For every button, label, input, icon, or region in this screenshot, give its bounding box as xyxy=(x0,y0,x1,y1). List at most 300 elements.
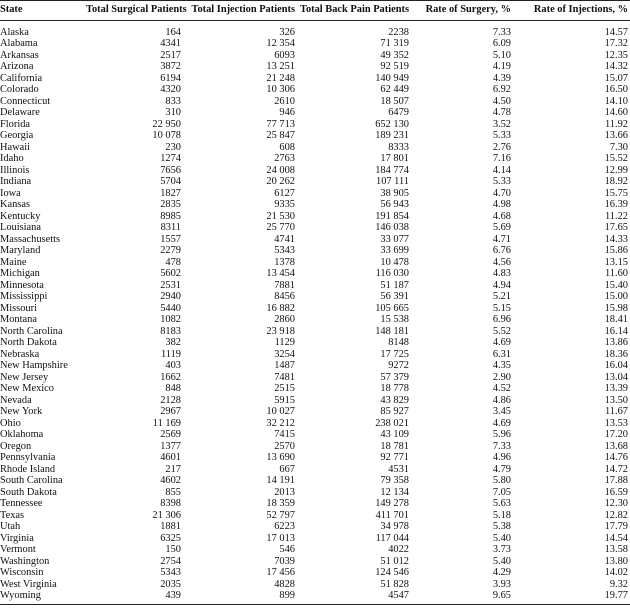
cell-state: Washington xyxy=(0,555,50,567)
cell-rate-injections: 12.82 xyxy=(604,509,628,521)
table-row xyxy=(0,119,630,131)
table-row xyxy=(0,429,630,441)
cell-state: Arkansas xyxy=(0,49,39,61)
cell-rate-injections: 11.92 xyxy=(605,118,628,130)
cell-rate-injections: 14.76 xyxy=(604,452,628,463)
table-row xyxy=(0,222,630,234)
cell-rate-injections: 19.77 xyxy=(513,590,630,604)
cell-injection-patients: 21 530 xyxy=(266,210,295,222)
cell-surgical-patients: 403 xyxy=(165,360,181,371)
table-row xyxy=(0,107,630,119)
cell-rate-surgery: 4.94 xyxy=(492,279,511,291)
cell-back-pain-patients: 18 778 xyxy=(380,383,409,394)
cell-surgical-patients: 8183 xyxy=(160,325,181,337)
cell-injection-patients: 14 191 xyxy=(266,475,295,486)
cell-state: Vermont xyxy=(0,544,36,555)
cell-state: Hawaii xyxy=(0,141,31,153)
header-rate-injections: Rate of Injections, % xyxy=(513,1,630,21)
cell-rate-injections: 14.32 xyxy=(604,61,628,72)
cell-state: South Dakota xyxy=(0,486,57,498)
cell-rate-injections: 11.22 xyxy=(605,210,628,222)
cell-rate-surgery: 5.52 xyxy=(492,325,511,337)
header-back-pain-patients: Total Back Pain Patients xyxy=(297,1,411,21)
table-row xyxy=(0,165,630,177)
table-row xyxy=(0,291,630,303)
table-row xyxy=(0,544,630,556)
cell-back-pain-patients: 56 943 xyxy=(380,199,409,210)
cell-state: Texas xyxy=(0,509,25,521)
cell-rate-surgery: 4.69 xyxy=(492,337,511,348)
cell-rate-surgery: 5.80 xyxy=(492,475,511,486)
cell-injection-patients: 52 797 xyxy=(266,509,295,521)
cell-injection-patients: 8456 xyxy=(274,291,295,302)
cell-surgical-patients: 4320 xyxy=(160,84,181,95)
cell-state: Massachusetts xyxy=(0,233,61,245)
cell-rate-injections: 13.04 xyxy=(604,371,628,383)
cell-surgical-patients: 6325 xyxy=(160,532,181,544)
cell-back-pain-patients: 189 231 xyxy=(375,130,409,141)
cell-state: New Mexico xyxy=(0,383,54,394)
cell-rate-surgery: 4.96 xyxy=(492,452,511,463)
cell-rate-injections: 16.04 xyxy=(604,360,628,371)
cell-surgical-patients: 2940 xyxy=(160,291,181,302)
cell-rate-injections: 15.40 xyxy=(604,279,628,291)
cell-back-pain-patients: 51 828 xyxy=(380,578,409,590)
cell-state: Nebraska xyxy=(0,348,40,360)
cell-state: Maine xyxy=(0,256,27,268)
cell-rate-surgery: 4.50 xyxy=(492,95,511,107)
cell-back-pain-patients: 57 379 xyxy=(380,371,409,383)
table-row xyxy=(0,406,630,418)
cell-rate-surgery: 2.90 xyxy=(492,371,511,383)
cell-surgical-patients: 848 xyxy=(165,383,181,394)
cell-injection-patients: 2570 xyxy=(274,440,295,452)
cell-injection-patients: 6223 xyxy=(274,521,295,532)
cell-state: New Jersey xyxy=(0,371,49,383)
cell-state: Tennessee xyxy=(0,498,43,509)
cell-rate-injections: 15.07 xyxy=(604,72,628,84)
cell-state: Mississippi xyxy=(0,291,48,302)
cell-rate-surgery: 6.96 xyxy=(492,314,511,325)
cell-injection-patients: 667 xyxy=(279,463,295,475)
table-row xyxy=(0,326,630,338)
cell-injection-patients: 608 xyxy=(279,141,295,153)
cell-back-pain-patients: 9272 xyxy=(388,360,409,371)
cell-rate-surgery: 5.63 xyxy=(492,498,511,509)
cell-injection-patients: 4828 xyxy=(274,578,295,590)
cell-back-pain-patients: 117 044 xyxy=(375,532,409,544)
cell-back-pain-patients: 71 319 xyxy=(380,38,409,49)
table-row xyxy=(0,590,630,604)
cell-rate-injections: 11.60 xyxy=(605,268,628,279)
cell-injection-patients: 7415 xyxy=(274,429,295,440)
cell-back-pain-patients: 10 478 xyxy=(380,256,409,268)
cell-back-pain-patients: 238 021 xyxy=(375,417,409,429)
cell-rate-surgery: 5.38 xyxy=(492,521,511,532)
cell-surgical-patients: 5704 xyxy=(160,176,181,187)
cell-rate-injections: 13.58 xyxy=(604,544,628,555)
table-header xyxy=(0,1,630,21)
cell-rate-injections: 15.00 xyxy=(604,291,628,302)
cell-injection-patients: 16 882 xyxy=(266,302,295,314)
cell-injection-patients: 18 359 xyxy=(266,498,295,509)
cell-state: Pennsylvania xyxy=(0,452,56,463)
cell-back-pain-patients: 191 854 xyxy=(375,210,409,222)
cell-injection-patients: 13 251 xyxy=(266,61,295,72)
cell-surgical-patients: 2035 xyxy=(160,578,181,590)
cell-injection-patients: 2763 xyxy=(274,153,295,164)
cell-injection-patients: 24 008 xyxy=(266,164,295,176)
cell-rate-surgery: 4.98 xyxy=(492,199,511,210)
cell-injection-patients: 77 713 xyxy=(266,118,295,130)
table-row xyxy=(0,521,630,533)
cell-rate-surgery: 3.45 xyxy=(492,406,511,417)
cell-injection-patients: 13 454 xyxy=(266,268,295,279)
table-row xyxy=(0,487,630,499)
cell-injection-patients: 5915 xyxy=(274,394,295,406)
cell-surgical-patients: 164 xyxy=(165,26,181,38)
table-body xyxy=(0,20,630,604)
cell-back-pain-patients: 18 781 xyxy=(380,440,409,452)
table-row xyxy=(0,199,630,211)
cell-back-pain-patients: 184 774 xyxy=(375,164,409,176)
cell-rate-injections: 18.36 xyxy=(604,348,628,360)
cell-rate-surgery: 6.92 xyxy=(492,84,511,95)
cell-back-pain-patients: 17 725 xyxy=(380,348,409,360)
cell-state: Alabama xyxy=(0,38,38,49)
cell-state: Wisconsin xyxy=(0,567,44,578)
cell-surgical-patients: 2569 xyxy=(160,429,181,440)
table-row xyxy=(0,257,630,269)
cell-injection-patients: 6093 xyxy=(274,49,295,61)
cell-rate-injections: 14.57 xyxy=(604,26,628,38)
cell-rate-injections: 16.14 xyxy=(604,325,628,337)
cell-rate-injections: 14.02 xyxy=(604,567,628,578)
cell-state: Minnesota xyxy=(0,279,44,291)
cell-state: South Carolina xyxy=(0,475,63,486)
cell-rate-injections: 18.92 xyxy=(604,176,628,187)
cell-injection-patients: 25 847 xyxy=(266,130,295,141)
cell-state: New Hampshire xyxy=(0,360,68,371)
cell-surgical-patients: 8311 xyxy=(160,222,181,233)
cell-rate-surgery: 7.16 xyxy=(492,153,511,164)
cell-state: West Virginia xyxy=(0,578,57,590)
cell-back-pain-patients: 4547 xyxy=(297,590,411,604)
cell-rate-surgery: 6.31 xyxy=(492,348,511,360)
cell-surgical-patients: 2128 xyxy=(160,394,181,406)
cell-surgical-patients: 230 xyxy=(165,141,181,153)
cell-rate-surgery: 3.52 xyxy=(492,118,511,130)
cell-rate-surgery: 7.33 xyxy=(492,26,511,38)
table-row xyxy=(0,153,630,165)
cell-rate-surgery: 7.05 xyxy=(492,486,511,498)
cell-state: Montana xyxy=(0,314,37,325)
cell-rate-injections: 16.59 xyxy=(604,486,628,498)
cell-back-pain-patients: 92 519 xyxy=(380,61,409,72)
cell-rate-injections: 7.30 xyxy=(609,141,628,153)
cell-rate-injections: 14.33 xyxy=(604,233,628,245)
cell-rate-injections: 13.53 xyxy=(604,417,628,429)
table-row xyxy=(0,510,630,522)
cell-state: Kentucky xyxy=(0,210,41,222)
cell-back-pain-patients: 8333 xyxy=(388,141,409,153)
table-row xyxy=(0,441,630,453)
cell-rate-injections: 15.98 xyxy=(604,302,628,314)
cell-state: Wyoming xyxy=(0,590,84,604)
cell-rate-injections: 13.15 xyxy=(604,256,628,268)
cell-surgical-patients: 4341 xyxy=(160,38,181,49)
cell-rate-surgery: 4.68 xyxy=(492,210,511,222)
cell-rate-injections: 13.68 xyxy=(604,440,628,452)
cell-rate-surgery: 4.70 xyxy=(492,187,511,199)
table-row xyxy=(0,533,630,545)
cell-back-pain-patients: 4022 xyxy=(388,544,409,555)
cell-back-pain-patients: 116 030 xyxy=(375,268,409,279)
cell-surgical-patients: 382 xyxy=(165,337,181,348)
cell-rate-surgery: 4.86 xyxy=(492,394,511,406)
cell-injection-patients: 326 xyxy=(279,26,295,38)
cell-rate-injections: 17.79 xyxy=(604,521,628,532)
cell-injection-patients: 10 027 xyxy=(266,406,295,417)
cell-state: Rhode Island xyxy=(0,463,56,475)
cell-rate-injections: 9.32 xyxy=(609,578,628,590)
header-surgical-patients: Total Surgical Patients xyxy=(84,1,183,21)
cell-state: New York xyxy=(0,406,43,417)
cell-surgical-patients: 2754 xyxy=(160,555,181,567)
cell-rate-surgery: 5.15 xyxy=(492,302,511,314)
cell-rate-surgery: 3.93 xyxy=(492,578,511,590)
cell-rate-injections: 17.88 xyxy=(604,475,628,486)
cell-rate-surgery: 5.18 xyxy=(492,509,511,521)
cell-rate-surgery: 5.21 xyxy=(492,291,511,302)
cell-injection-patients: 899 xyxy=(183,590,297,604)
cell-back-pain-patients: 85 927 xyxy=(380,406,409,417)
table-row xyxy=(0,567,630,579)
cell-rate-surgery: 5.40 xyxy=(492,532,511,544)
cell-rate-surgery: 5.33 xyxy=(492,176,511,187)
table-row xyxy=(0,96,630,108)
table-row xyxy=(0,314,630,326)
cell-state: Iowa xyxy=(0,187,21,199)
cell-surgical-patients: 2517 xyxy=(160,49,181,61)
table-row xyxy=(0,280,630,292)
cell-injection-patients: 21 248 xyxy=(266,72,295,84)
cell-surgical-patients: 7656 xyxy=(160,164,181,176)
cell-state: Louisiana xyxy=(0,222,41,233)
cell-back-pain-patients: 8148 xyxy=(388,337,409,348)
cell-surgical-patients: 8985 xyxy=(160,210,181,222)
cell-surgical-patients: 439 xyxy=(84,590,183,604)
cell-back-pain-patients: 411 701 xyxy=(375,509,409,521)
cell-rate-surgery: 4.79 xyxy=(492,463,511,475)
cell-rate-surgery: 5.33 xyxy=(492,130,511,141)
cell-rate-surgery: 5.69 xyxy=(492,222,511,233)
table-row xyxy=(0,234,630,246)
cell-state: Indiana xyxy=(0,176,32,187)
cell-rate-injections: 12.35 xyxy=(604,49,628,61)
cell-rate-injections: 17.20 xyxy=(604,429,628,440)
header-state: State xyxy=(0,1,84,21)
cell-rate-surgery: 4.19 xyxy=(492,61,511,72)
cell-rate-surgery: 4.69 xyxy=(492,417,511,429)
cell-state: Alaska xyxy=(0,26,29,38)
table-row xyxy=(0,452,630,464)
cell-injection-patients: 7481 xyxy=(274,371,295,383)
table-row xyxy=(0,211,630,223)
table-row xyxy=(0,130,630,142)
cell-injection-patients: 23 918 xyxy=(266,325,295,337)
cell-rate-surgery: 4.56 xyxy=(492,256,511,268)
cell-back-pain-patients: 148 181 xyxy=(375,325,409,337)
cell-rate-injections: 15.52 xyxy=(604,153,628,164)
table-row xyxy=(0,61,630,73)
cell-rate-injections: 13.50 xyxy=(604,394,628,406)
cell-surgical-patients: 1881 xyxy=(160,521,181,532)
cell-state: North Dakota xyxy=(0,337,57,348)
cell-injection-patients: 25 770 xyxy=(266,222,295,233)
cell-surgical-patients: 11 169 xyxy=(152,417,181,429)
table-row xyxy=(0,73,630,85)
cell-state: Connecticut xyxy=(0,95,51,107)
cell-rate-surgery: 4.35 xyxy=(492,360,511,371)
cell-rate-surgery: 4.29 xyxy=(492,567,511,578)
cell-state: Ohio xyxy=(0,417,21,429)
cell-rate-injections: 11.67 xyxy=(605,406,628,417)
cell-injection-patients: 9335 xyxy=(274,199,295,210)
cell-back-pain-patients: 34 978 xyxy=(380,521,409,532)
cell-injection-patients: 1129 xyxy=(274,337,295,348)
header-row xyxy=(0,1,630,21)
cell-back-pain-patients: 62 449 xyxy=(380,84,409,95)
cell-surgical-patients: 217 xyxy=(165,463,181,475)
table-row xyxy=(0,268,630,280)
cell-state: North Carolina xyxy=(0,325,63,337)
cell-back-pain-patients: 105 665 xyxy=(375,302,409,314)
table-row xyxy=(0,50,630,62)
cell-state: Colorado xyxy=(0,84,39,95)
cell-surgical-patients: 1274 xyxy=(160,153,181,164)
cell-back-pain-patients: 2238 xyxy=(388,26,409,38)
cell-injection-patients: 7881 xyxy=(274,279,295,291)
table-row xyxy=(0,372,630,384)
cell-state: Delaware xyxy=(0,107,40,118)
table-row xyxy=(0,498,630,510)
cell-surgical-patients: 4602 xyxy=(160,475,181,486)
cell-rate-injections: 18.41 xyxy=(604,314,628,325)
table-row xyxy=(0,337,630,349)
cell-back-pain-patients: 149 278 xyxy=(375,498,409,509)
table-row xyxy=(0,418,630,430)
header-rate-surgery: Rate of Surgery, % xyxy=(411,1,513,21)
table-row xyxy=(0,464,630,476)
table-row xyxy=(0,176,630,188)
cell-rate-injections: 15.86 xyxy=(604,245,628,256)
cell-surgical-patients: 8398 xyxy=(160,498,181,509)
cell-surgical-patients: 2835 xyxy=(160,199,181,210)
cell-rate-injections: 17.32 xyxy=(604,38,628,49)
table-row xyxy=(0,188,630,200)
cell-rate-injections: 12.99 xyxy=(604,164,628,176)
cell-surgical-patients: 10 078 xyxy=(152,130,181,141)
cell-back-pain-patients: 38 905 xyxy=(380,187,409,199)
cell-rate-surgery: 3.73 xyxy=(492,544,511,555)
cell-rate-surgery: 5.96 xyxy=(492,429,511,440)
cell-surgical-patients: 310 xyxy=(165,107,181,118)
cell-rate-surgery: 4.52 xyxy=(492,383,511,394)
cell-rate-surgery: 9.65 xyxy=(411,590,513,604)
cell-surgical-patients: 150 xyxy=(165,544,181,555)
cell-injection-patients: 6127 xyxy=(274,187,295,199)
cell-back-pain-patients: 49 352 xyxy=(380,49,409,61)
cell-state: Utah xyxy=(0,521,21,532)
cell-surgical-patients: 22 950 xyxy=(152,118,181,130)
cell-back-pain-patients: 51 187 xyxy=(380,279,409,291)
header-injection-patients: Total Injection Patients xyxy=(183,1,297,21)
cell-injection-patients: 17 456 xyxy=(266,567,295,578)
cell-injection-patients: 17 013 xyxy=(266,532,295,544)
cell-surgical-patients: 6194 xyxy=(160,72,181,84)
cell-surgical-patients: 5602 xyxy=(160,268,181,279)
cell-back-pain-patients: 56 391 xyxy=(380,291,409,302)
cell-rate-surgery: 6.09 xyxy=(492,38,511,49)
cell-rate-surgery: 5.10 xyxy=(492,49,511,61)
cell-rate-injections: 16.39 xyxy=(604,199,628,210)
cell-surgical-patients: 833 xyxy=(165,95,181,107)
cell-back-pain-patients: 33 077 xyxy=(380,233,409,245)
cell-injection-patients: 3254 xyxy=(274,348,295,360)
cell-state: Nevada xyxy=(0,394,32,406)
cell-surgical-patients: 1082 xyxy=(160,314,181,325)
cell-back-pain-patients: 652 130 xyxy=(375,118,409,130)
cell-rate-injections: 17.65 xyxy=(604,222,628,233)
table-row xyxy=(0,475,630,487)
cell-back-pain-patients: 51 012 xyxy=(380,555,409,567)
table-row xyxy=(0,27,630,39)
cell-injection-patients: 2013 xyxy=(274,486,295,498)
table-row xyxy=(0,38,630,50)
cell-surgical-patients: 2967 xyxy=(160,406,181,417)
cell-rate-injections: 14.72 xyxy=(604,463,628,475)
cell-rate-surgery: 7.33 xyxy=(492,440,511,452)
cell-surgical-patients: 1557 xyxy=(160,233,181,245)
table-row xyxy=(0,579,630,591)
cell-rate-injections: 13.39 xyxy=(604,383,628,394)
cell-rate-injections: 14.54 xyxy=(604,532,628,544)
cell-rate-injections: 13.80 xyxy=(604,555,628,567)
cell-state: Georgia xyxy=(0,130,34,141)
cell-rate-surgery: 4.78 xyxy=(492,107,511,118)
table-row xyxy=(0,395,630,407)
cell-back-pain-patients: 4531 xyxy=(388,463,409,475)
cell-back-pain-patients: 140 949 xyxy=(375,72,409,84)
cell-back-pain-patients: 18 507 xyxy=(380,95,409,107)
cell-rate-injections: 14.60 xyxy=(604,107,628,118)
cell-injection-patients: 4741 xyxy=(274,233,295,245)
cell-injection-patients: 946 xyxy=(279,107,295,118)
cell-surgical-patients: 5343 xyxy=(160,567,181,578)
cell-back-pain-patients: 92 771 xyxy=(380,452,409,463)
table-row xyxy=(0,142,630,154)
cell-injection-patients: 2860 xyxy=(274,314,295,325)
cell-back-pain-patients: 43 829 xyxy=(380,394,409,406)
cell-state: Florida xyxy=(0,118,31,130)
cell-rate-injections: 16.50 xyxy=(604,84,628,95)
cell-injection-patients: 5343 xyxy=(274,245,295,256)
cell-rate-surgery: 4.14 xyxy=(492,164,511,176)
cell-surgical-patients: 855 xyxy=(165,486,181,498)
cell-state: Oregon xyxy=(0,440,32,452)
cell-surgical-patients: 1827 xyxy=(160,187,181,199)
